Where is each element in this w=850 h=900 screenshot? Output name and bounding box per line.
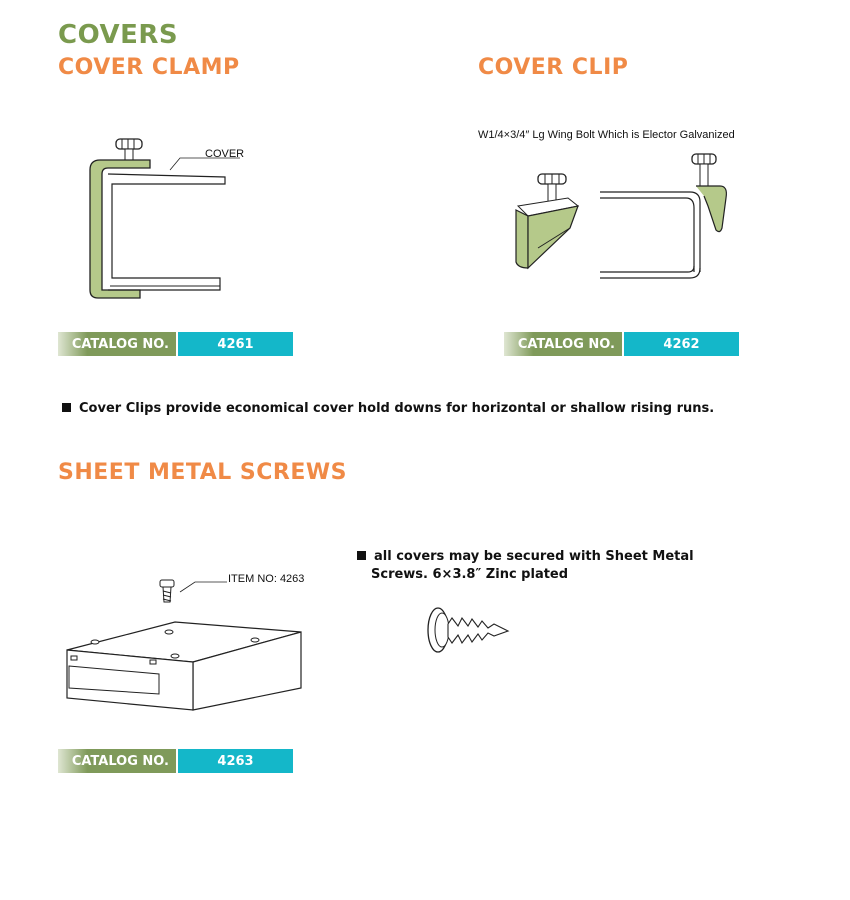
bullet-square-icon — [62, 403, 71, 412]
catalog-number: 4263 — [178, 749, 293, 773]
section-title-covers: COVERS — [58, 20, 179, 50]
catalog-number: 4262 — [624, 332, 739, 356]
clips-note — [62, 400, 714, 418]
catalog-label: CATALOG NO. — [504, 332, 622, 356]
catalog-number: 4261 — [178, 332, 293, 356]
catalog-bar-4263 — [58, 749, 293, 773]
cover-clip-title: COVER CLIP — [478, 55, 629, 80]
cover-clip-profile-drawing — [600, 150, 750, 260]
catalog-bar-4262 — [504, 332, 739, 356]
cover-clamp-drawing — [70, 130, 300, 310]
sheet-metal-screws-title: SHEET METAL SCREWS — [58, 460, 347, 485]
cover-clip-drawing — [498, 168, 598, 278]
catalog-label: CATALOG NO. — [58, 749, 176, 773]
screws-note-line2: Screws. 6×3.8″ Zinc plated — [371, 567, 569, 582]
catalog-label: CATALOG NO. — [58, 332, 176, 356]
catalog-bar-4261 — [58, 332, 293, 356]
clip-bolt-note: W1/4×3/4″ Lg Wing Bolt Which is Elector Galvanized — [478, 129, 735, 141]
bullet-square-icon — [357, 551, 366, 560]
raceway-drawing — [55, 570, 315, 720]
screws-note — [357, 548, 694, 584]
cover-clamp-title: COVER CLAMP — [58, 55, 240, 80]
sheet-metal-screw-drawing — [420, 600, 520, 660]
screws-note-line1: all covers may be secured with Sheet Metal — [374, 549, 694, 564]
clips-note-text: Cover Clips provide economical cover hold downs for horizontal or shallow rising runs. — [79, 401, 715, 416]
screw-callout-label: ITEM NO: 4263 — [228, 573, 305, 585]
clamp-callout-label: COVER — [205, 148, 245, 160]
